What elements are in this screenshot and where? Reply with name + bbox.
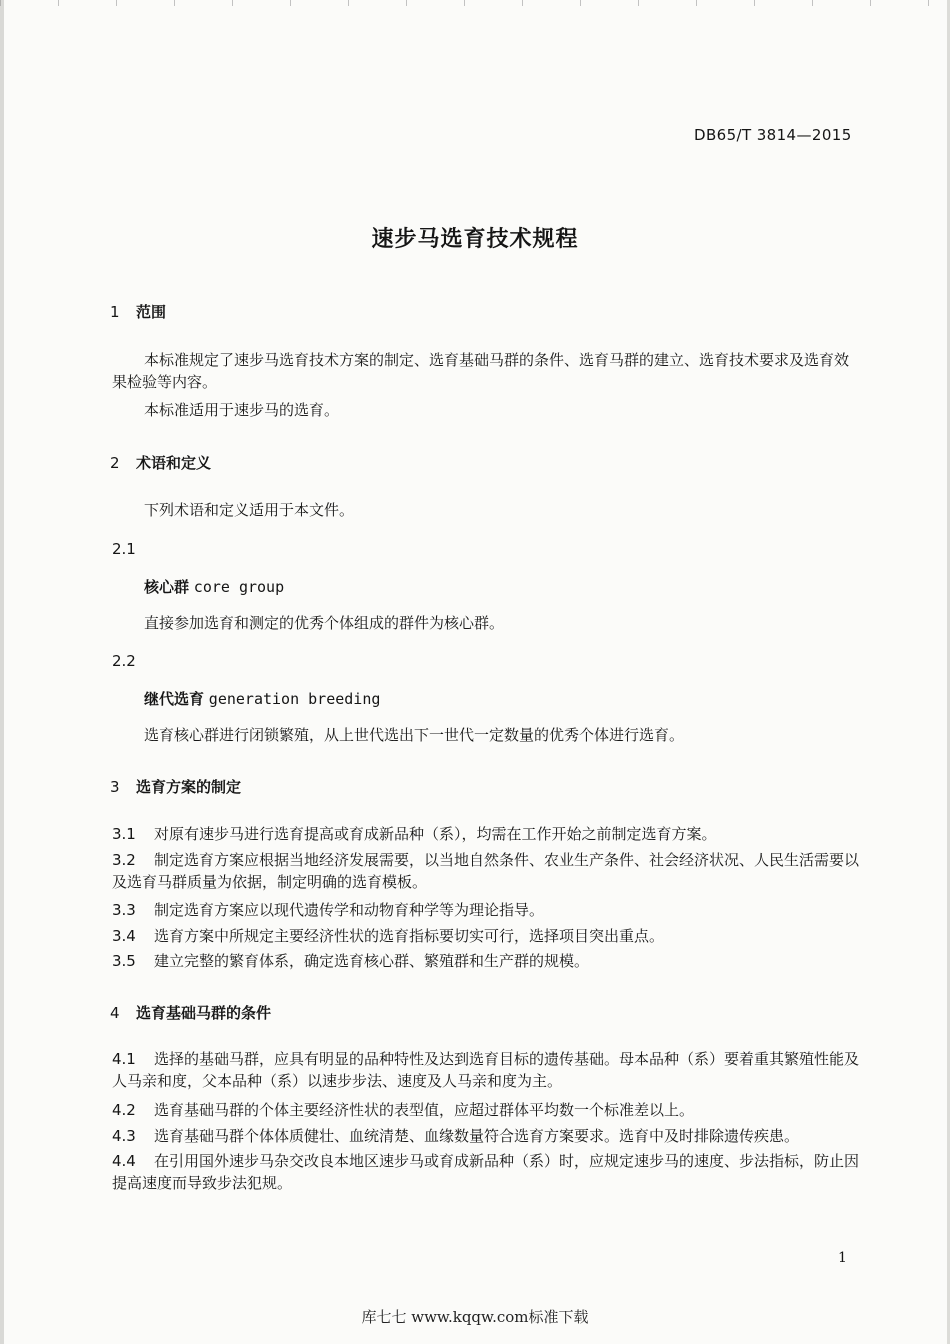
section-1-heading: [110, 301, 166, 322]
term-1-number: 2.1: [112, 540, 136, 558]
item-number: 3.4: [112, 927, 136, 945]
term-1-definition: 直接参加选育和测定的优秀个体组成的群件为核心群。: [144, 614, 505, 632]
section-number: 1: [110, 303, 120, 321]
s1-paragraph-1: 本标准规定了速步马选育技术方案的制定、选育基础马群的条件、选育马群的建立、选育技术要求及选育效果检验等内容。: [112, 351, 850, 391]
item-number: 3.5: [112, 952, 136, 970]
term-2-number: 2.2: [112, 652, 136, 670]
section-4-heading: [110, 1002, 271, 1023]
item-number: 4.1: [112, 1050, 136, 1068]
s3-item-5: [112, 950, 589, 972]
page-number: 1: [838, 1250, 847, 1266]
item-number: 3.1: [112, 825, 136, 843]
item-number: 4.4: [112, 1152, 136, 1170]
s3-item-4: [112, 925, 664, 947]
section-title: 范围: [136, 303, 167, 321]
term-1: [144, 576, 284, 597]
section-2-heading: [110, 452, 211, 473]
section-number: 4: [110, 1004, 120, 1022]
scan-edge-left: [0, 0, 4, 1344]
term-1-en: core group: [193, 578, 285, 596]
item-number: 4.3: [112, 1127, 136, 1145]
item-text: 对原有速步马进行选育提高或育成新品种（系），均需在工作开始之前制定选育方案。: [154, 825, 717, 843]
s4-item-3: [112, 1125, 862, 1147]
standard-number: DB65/T 3814—2015: [694, 126, 852, 144]
s4-item-1: [112, 1048, 860, 1092]
term-2-en: generation breeding: [208, 690, 381, 708]
item-text: 选育基础马群的个体主要经济性状的表型值，应超过群体平均数一个标准差以上。: [154, 1101, 695, 1119]
term-2-definition: 选育核心群进行闭锁繁殖，从上世代选出下一世代一定数量的优秀个体进行选育。: [144, 726, 685, 744]
item-number: 3.2: [112, 851, 136, 869]
footer-watermark: 库七七 www.kqqw.com标准下载: [361, 1308, 589, 1326]
scan-edge-top: [0, 0, 950, 6]
term-2-zh: 继代选育: [144, 690, 205, 708]
s1-paragraph-2: 本标准适用于速步马的选育。: [144, 401, 340, 419]
item-text: 选育方案中所规定主要经济性状的选育指标要切实可行，选择项目突出重点。: [154, 927, 665, 945]
s3-item-3: [112, 899, 544, 921]
section-title: 选育基础马群的条件: [136, 1004, 272, 1022]
term-1-zh: 核心群: [144, 578, 190, 596]
item-text: 选择的基础马群，应具有明显的品种特性及达到选育目标的遗传基础。母本品种（系）要着重其繁殖性能及人马亲和度，父本品种（系）以速步步法、速度及人马亲和度为主。: [112, 1050, 860, 1090]
section-number: 3: [110, 778, 120, 796]
s3-item-1: [112, 823, 717, 845]
section-title: 选育方案的制定: [136, 778, 242, 796]
item-number: 3.3: [112, 901, 136, 919]
document-title: 速步马选育技术规程: [371, 227, 579, 252]
item-text: 制定选育方案应根据当地经济发展需要，以当地自然条件、农业生产条件、社会经济状况、人民生活需要以及选育马群质量为依据，制定明确的选育模板。: [112, 851, 860, 891]
item-number: 4.2: [112, 1101, 136, 1119]
s4-item-4: [112, 1150, 860, 1194]
term-2: [144, 688, 380, 709]
s4-item-2: [112, 1099, 694, 1121]
item-text: 选育基础马群个体体质健壮、血统清楚、血缘数量符合选育方案要求。选育中及时排除遗传疾患。: [154, 1127, 800, 1145]
section-3-heading: [110, 776, 241, 797]
s3-item-2: [112, 849, 860, 893]
item-text: 建立完整的繁育体系，确定选育核心群、繁殖群和生产群的规模。: [154, 952, 590, 970]
s2-intro: 下列术语和定义适用于本文件。: [144, 501, 355, 519]
section-title: 术语和定义: [136, 454, 212, 472]
section-number: 2: [110, 454, 120, 472]
item-text: 制定选育方案应以现代遗传学和动物育种学等为理论指导。: [154, 901, 545, 919]
item-text: 在引用国外速步马杂交改良本地区速步马或育成新品种（系）时，应规定速步马的速度、步法指标，防止因提高速度而导致步法犯规。: [112, 1152, 860, 1192]
